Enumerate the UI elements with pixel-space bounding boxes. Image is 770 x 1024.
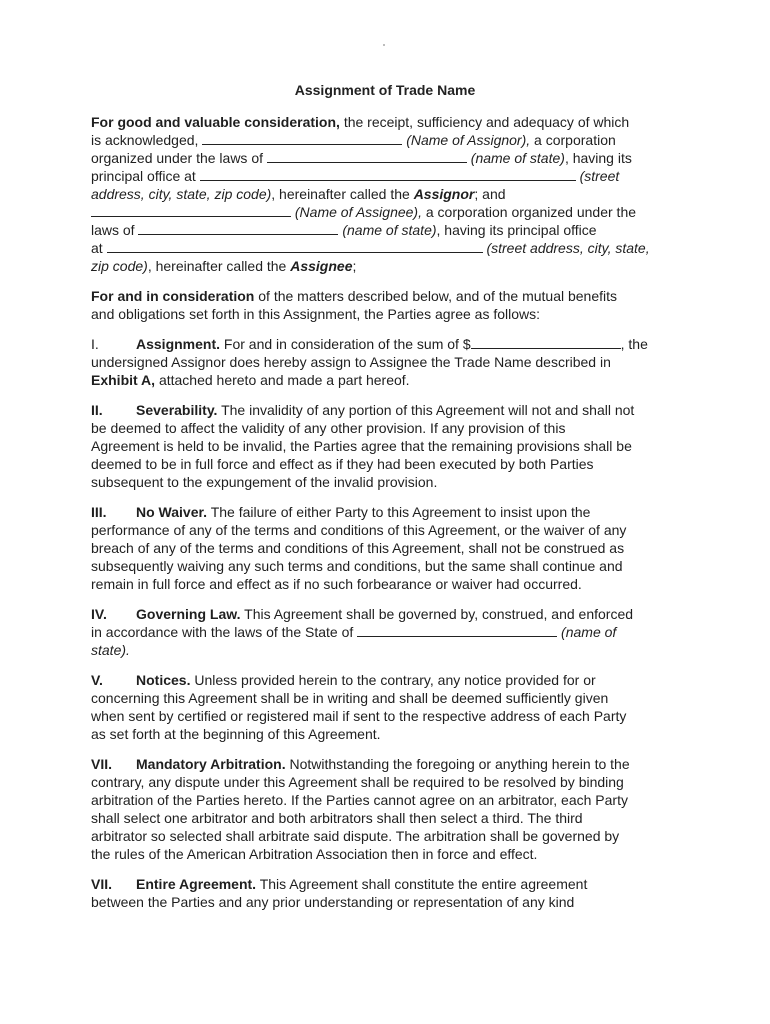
assignment-line-2: undersigned Assignor does hereby assign to Assignee the Trade Name described in bbox=[91, 354, 611, 370]
assignor-term: Assignor bbox=[413, 186, 475, 202]
assignor-state-blank[interactable] bbox=[267, 149, 467, 163]
section-notices bbox=[91, 671, 683, 743]
principal-office-text: principal office at bbox=[91, 168, 196, 184]
governing-law-line-1 bbox=[91, 605, 683, 623]
intro-paragraph bbox=[91, 113, 683, 275]
consideration-line-1 bbox=[91, 287, 683, 305]
no-waiver-line-2: performance of any of the terms and conditions of this Agreement, or the waiver of any bbox=[91, 522, 627, 538]
no-waiver-line-3: breach of any of the terms and conditions of this Agreement, shall not be construed as bbox=[91, 540, 625, 556]
severability-text-1: The invalidity of any portion of this Agreement will not and shall not bbox=[221, 402, 635, 418]
sum-amount-blank[interactable] bbox=[471, 335, 621, 349]
section-number: II. bbox=[91, 402, 103, 418]
at-text: at bbox=[91, 240, 103, 256]
assignment-the-text: , the bbox=[620, 336, 648, 352]
corporation-text: a corporation bbox=[534, 132, 616, 148]
intro-text: the receipt, sufficiency and adequacy of which bbox=[343, 114, 630, 130]
arbitration-line-5: arbitrator so selected shall arbitrate said dispute. The arbitration shall be governed by bbox=[91, 828, 620, 844]
document-body bbox=[91, 113, 683, 923]
governing-law-text-2: in accordance with the laws of the State of bbox=[91, 624, 354, 640]
section-heading: Mandatory Arbitration. bbox=[136, 756, 286, 772]
section-number: III. bbox=[91, 504, 107, 520]
intro-line-4 bbox=[91, 167, 683, 185]
severability-line-2: be deemed to affect the validity of any other provision. If any provision of this bbox=[91, 420, 566, 436]
section-severability bbox=[91, 401, 683, 491]
no-waiver-line-1 bbox=[91, 503, 683, 521]
section-heading: No Waiver. bbox=[136, 504, 208, 520]
arbitration-text-1: Notwithstanding the foregoing or anything herein to the bbox=[289, 756, 630, 772]
entire-text-1: This Agreement shall constitute the entire agreement bbox=[259, 876, 588, 892]
assignor-name-hint: (Name of Assignor), bbox=[406, 132, 531, 148]
entire-line-1 bbox=[91, 875, 683, 893]
section-entire-agreement bbox=[91, 875, 683, 911]
section-assignment bbox=[91, 335, 683, 389]
section-arbitration bbox=[91, 755, 683, 863]
intro-line-6 bbox=[91, 203, 683, 221]
section-number: VII. bbox=[91, 756, 113, 772]
governing-state-hint: (name of bbox=[561, 624, 617, 640]
document-title: Assignment of Trade Name bbox=[294, 82, 476, 98]
section-heading: Assignment. bbox=[136, 336, 221, 352]
assignee-state-blank[interactable] bbox=[138, 221, 338, 235]
intro-line-1 bbox=[91, 113, 683, 131]
hereinafter-text-2: , hereinafter called the bbox=[147, 258, 287, 274]
assignor-name-blank[interactable] bbox=[202, 131, 402, 145]
severability-line-1 bbox=[91, 401, 683, 419]
entire-line-2: between the Parties and any prior understanding or representation of any kind bbox=[91, 894, 575, 910]
assignee-address-hint: (street address, city, state, bbox=[486, 240, 650, 256]
exhibit-a-text: Exhibit A, bbox=[91, 372, 156, 388]
assignee-address-blank[interactable] bbox=[107, 239, 483, 253]
governing-law-text-1: This Agreement shall be governed by, construed, and enforced bbox=[244, 606, 634, 622]
section-number: V. bbox=[91, 672, 103, 688]
assignor-address-hint-cont: address, city, state, zip code) bbox=[91, 186, 272, 202]
severability-line-3: Agreement is held to be invalid, the Parties agree that the remaining provisions shall be bbox=[91, 438, 632, 454]
assignment-text: For and in consideration of the sum of $ bbox=[223, 336, 471, 352]
governing-state-hint-cont: state). bbox=[91, 642, 130, 658]
assignment-line-3 bbox=[91, 371, 683, 389]
section-number: I. bbox=[91, 336, 99, 352]
assignor-address-blank[interactable] bbox=[200, 167, 576, 181]
laws-of-text: laws of bbox=[91, 222, 135, 238]
having-its-text: , having its bbox=[564, 150, 632, 166]
intro-line-9 bbox=[91, 257, 683, 275]
intro-line-8 bbox=[91, 239, 683, 257]
assignor-state-hint: (name of state) bbox=[470, 150, 565, 166]
no-waiver-text-1: The failure of either Party to this Agreement to insist upon the bbox=[210, 504, 591, 520]
intro-line-5 bbox=[91, 185, 683, 203]
section-heading: Notices. bbox=[136, 672, 191, 688]
intro-line-2 bbox=[91, 131, 683, 149]
section-heading: Severability. bbox=[136, 402, 218, 418]
consideration-paragraph bbox=[91, 287, 683, 323]
consideration-bold: For and in consideration bbox=[91, 288, 255, 304]
notices-line-3: when sent by certified or registered mail if sent to the respective address of each Party bbox=[91, 708, 627, 724]
section-heading: Governing Law. bbox=[136, 606, 241, 622]
section-number: IV. bbox=[91, 606, 107, 622]
assignor-address-hint: (street bbox=[579, 168, 620, 184]
intro-bold: For good and valuable consideration, bbox=[91, 114, 340, 130]
section-number: VII. bbox=[91, 876, 113, 892]
consideration-line-2: and obligations set forth in this Assignment, the Parties agree as follows: bbox=[91, 306, 541, 322]
governing-state-blank[interactable] bbox=[357, 623, 557, 637]
arbitration-line-1 bbox=[91, 755, 683, 773]
severability-line-4: deemed to be in full force and effect as if they had been executed by both Parties bbox=[91, 456, 594, 472]
arbitration-line-4: shall select one arbitrator and both arbitrators shall then select a third. The third bbox=[91, 810, 583, 826]
corporation-organized-text: a corporation organized under the bbox=[425, 204, 637, 220]
section-governing-law bbox=[91, 605, 683, 659]
intro-line-3 bbox=[91, 149, 683, 167]
assignee-state-hint: (name of state) bbox=[342, 222, 437, 238]
section-no-waiver bbox=[91, 503, 683, 593]
attached-text: attached hereto and made a part hereof. bbox=[158, 372, 410, 388]
arbitration-line-6: the rules of the American Arbitration Association then in force and effect. bbox=[91, 846, 538, 862]
assignment-line-1 bbox=[91, 335, 683, 353]
consideration-text-1: of the matters described below, and of the mutual benefits bbox=[258, 288, 618, 304]
intro-line-7 bbox=[91, 221, 683, 239]
assignee-address-hint-cont: zip code) bbox=[91, 258, 148, 274]
notices-line-1 bbox=[91, 671, 683, 689]
governing-law-line-2 bbox=[91, 623, 683, 641]
severability-line-5: subsequent to the expungement of the invalid provision. bbox=[91, 474, 438, 490]
and-text: ; and bbox=[474, 186, 506, 202]
hereinafter-text: , hereinafter called the bbox=[271, 186, 410, 202]
page-marker bbox=[383, 44, 385, 46]
no-waiver-line-5: remain in full force and effect as if no such forbearance or waiver had occurred. bbox=[91, 576, 582, 592]
assignee-name-blank[interactable] bbox=[91, 203, 291, 217]
notices-line-4: as set forth at the beginning of this Agreement. bbox=[91, 726, 381, 742]
no-waiver-line-4: subsequently waiving any such terms and conditions, but the same shall continue and bbox=[91, 558, 623, 574]
organized-text: organized under the laws of bbox=[91, 150, 263, 166]
governing-law-line-3 bbox=[91, 641, 683, 659]
principal-office-text-2: , having its principal office bbox=[436, 222, 597, 238]
arbitration-line-3: arbitration of the Parties hereto. If the Parties cannot agree on an arbitrator, each Party bbox=[91, 792, 628, 808]
assignee-name-hint: (Name of Assignee), bbox=[294, 204, 422, 220]
section-heading: Entire Agreement. bbox=[136, 876, 257, 892]
notices-text-1: Unless provided herein to the contrary, any notice provided for or bbox=[194, 672, 596, 688]
notices-line-2: concerning this Agreement shall be in writing and shall be deemed sufficiently given bbox=[91, 690, 609, 706]
assignee-term: Assignee bbox=[290, 258, 353, 274]
semicolon-text: ; bbox=[352, 258, 357, 274]
arbitration-line-2: contrary, any dispute under this Agreement shall be required to be resolved by binding bbox=[91, 774, 624, 790]
intro-acknowledged: is acknowledged, bbox=[91, 132, 199, 148]
